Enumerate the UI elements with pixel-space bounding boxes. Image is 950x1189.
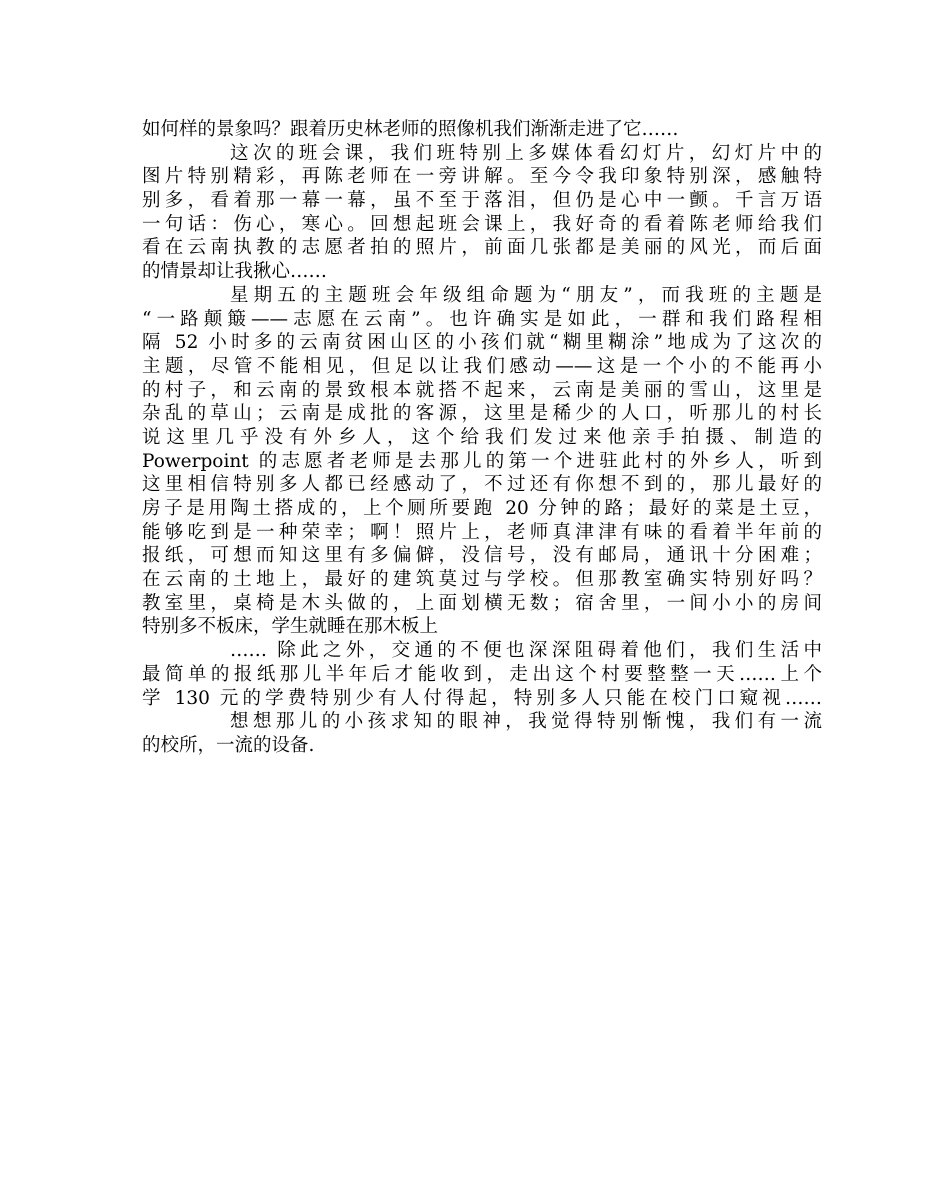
text-line: 教室里，桌椅是木头做的，上面划横无数；宿舍里，一间小小的房间 bbox=[142, 592, 822, 614]
text-line: 房子是用陶土搭成的，上个厕所要跑 20 分钟的路；最好的菜是土豆， bbox=[142, 498, 822, 519]
text-line: 杂乱的草山；云南是成批的客源，这里是稀少的人口，听那儿的村长 bbox=[142, 403, 822, 425]
text-line: 这次的班会课，我们班特别上多媒体看幻灯片，幻灯片中的 bbox=[230, 142, 822, 164]
text-line: 这里相信特别多人都已经感动了，不过还有你想不到的，那儿最好的 bbox=[142, 474, 822, 496]
text-line: 报纸，可想而知这里有多偏僻，没信号，没有邮局，通讯十分困难； bbox=[142, 545, 822, 567]
text-line: 想想那儿的小孩求知的眼神，我觉得特别惭愧，我们有一流 bbox=[230, 711, 822, 733]
text-line: 图片特别精彩，再陈老师在一旁讲解。至今令我印象特别深，感触特 bbox=[142, 166, 822, 188]
text-line: 如何样的景象吗？跟着历史林老师的照像机我们渐渐走进了它…… bbox=[142, 119, 679, 140]
text-line: Powerpoint 的志愿者老师是去那儿的第一个进驻此村的外乡人，听到 bbox=[142, 450, 822, 472]
text-line: 一句话：伤心，寒心。回想起班会课上，我好奇的看着陈老师给我们 bbox=[142, 213, 822, 235]
text-line: 能够吃到是一种荣幸；啊！照片上，老师真津津有味的看着半年前的 bbox=[142, 521, 822, 543]
text-line: “一路颠簸——志愿在云南”。也许确实是如此，一群和我们路程相 bbox=[142, 308, 822, 330]
text-line: …… 除此之外，交通的不便也深深阻碍着他们，我们生活中 bbox=[230, 640, 822, 662]
text-line: 的校所，一流的设备. bbox=[142, 734, 315, 756]
text-line: 说这里几乎没有外乡人，这个给我们发过来他亲手拍摄、制造的 bbox=[142, 426, 822, 448]
text-line: 特别多不板床，学生就睡在那木板上 bbox=[142, 616, 439, 638]
text-line: 学 130 元的学费特别少有人付得起，特别多人只能在校门口窥视…… bbox=[142, 687, 822, 709]
text-line: 别多，看着那一幕一幕，虽不至于落泪，但仍是心中一颤。千言万语 bbox=[142, 190, 822, 212]
text-line: 星期五的主题班会年级组命题为“朋友”，而我班的主题是 bbox=[230, 284, 822, 306]
text-line: 的村子，和云南的景致根本就搭不起来，云南是美丽的雪山，这里是 bbox=[142, 379, 822, 401]
text-line: 看在云南执教的志愿者拍的照片，前面几张都是美丽的风光，而后面 bbox=[142, 237, 822, 259]
article-body bbox=[142, 118, 822, 758]
text-line: 在云南的土地上，最好的建筑莫过与学校。但那教室确实特别好吗？ bbox=[142, 569, 822, 591]
text-line: 主题，尽管不能相见，但足以让我们感动——这是一个小的不能再小 bbox=[142, 355, 822, 377]
text-line: 的情景却让我揪心…… bbox=[142, 261, 328, 283]
text-line: 最简单的报纸那儿半年后才能收到，走出这个村要整整一天……上个 bbox=[142, 663, 822, 685]
text-line: 隔 52 小时多的云南贫困山区的小孩们就“糊里糊涂”地成为了这次的 bbox=[142, 332, 822, 354]
